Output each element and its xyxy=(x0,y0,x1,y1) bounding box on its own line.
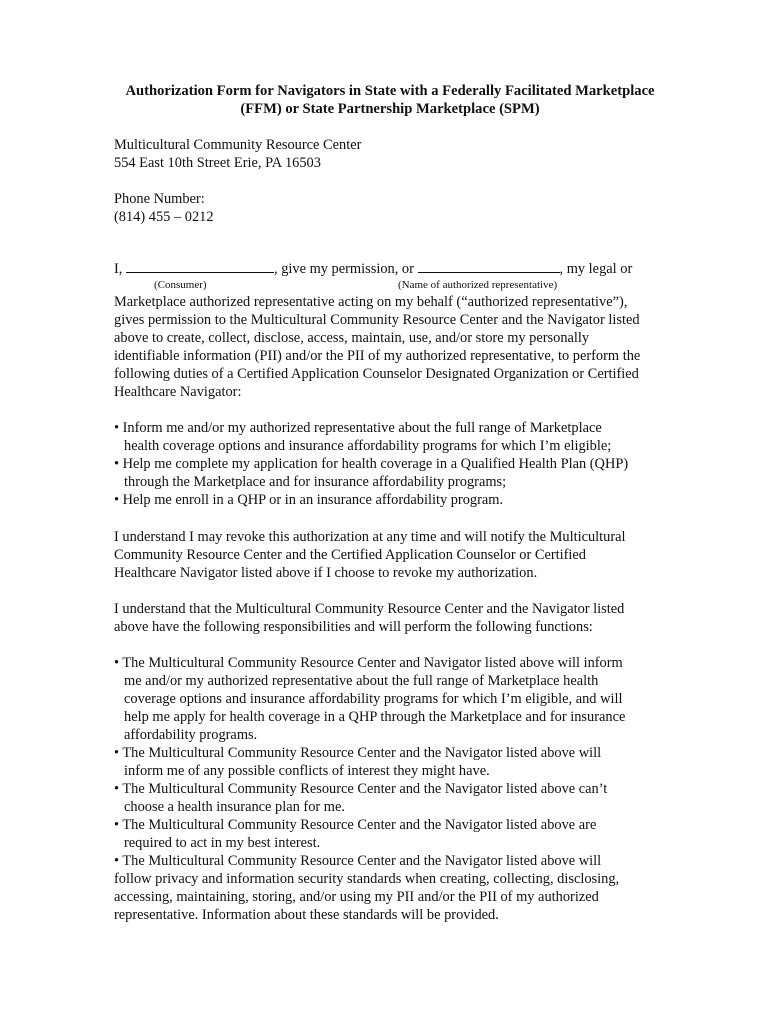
duty-item: • Help me enroll in a QHP or in an insurance affordability program. xyxy=(114,492,504,508)
duty-item: • Help me complete my application for health coverage in a Qualified Health Plan (QHP) xyxy=(114,456,629,472)
responsibility-item-continued: help me apply for health coverage in a QHP through the Marketplace and for insurance xyxy=(124,709,626,725)
duty-item: • Inform me and/or my authorized representative about the full range of Marketplace xyxy=(114,420,602,436)
responsibilities-intro-line: above have the following responsibilities and will perform the following functions: xyxy=(114,619,593,635)
responsibility-item: • The Multicultural Community Resource Center and the Navigator listed above can’t xyxy=(114,781,608,797)
responsibility-item: • The Multicultural Community Resource Center and the Navigator listed above will xyxy=(114,745,602,761)
form-title-line-2: (FFM) or State Partnership Marketplace (SPM) xyxy=(240,101,540,117)
revocation-text-line: Healthcare Navigator listed above if I choose to revoke my authorization. xyxy=(114,565,538,581)
responsibility-item-continued: required to act in my best interest. xyxy=(124,835,321,851)
phone-label: Phone Number: xyxy=(114,191,205,207)
revocation-paragraph xyxy=(114,528,674,582)
organization-name: Multicultural Community Resource Center xyxy=(114,137,362,153)
responsibility-item-continued: inform me of any possible conflicts of interest they might have. xyxy=(124,763,490,779)
responsibility-item-continued: me and/or my authorized representative about the full range of Marketplace health xyxy=(124,673,599,689)
consumer-name-field[interactable] xyxy=(126,260,274,273)
revocation-text-line: Community Resource Center and the Certified Application Counselor or Certified xyxy=(114,547,586,563)
permission-prefix: I, xyxy=(114,261,126,277)
representative-caption: (Name of authorized representative) xyxy=(398,279,558,291)
duty-item-continued: through the Marketplace and for insurance affordability programs; xyxy=(124,474,507,490)
responsibility-item-continued: accessing, maintaining, storing, and/or using my PII and/or the PII of my authorized xyxy=(114,889,599,905)
revocation-text-line: I understand I may revoke this authorization at any time and will notify the Multicultural xyxy=(114,529,626,545)
responsibility-item-continued: coverage options and insurance affordability programs for which I’m eligible, and will xyxy=(124,691,623,707)
permission-text-line: Healthcare Navigator: xyxy=(114,384,242,400)
responsibilities-intro-line: I understand that the Multicultural Community Resource Center and the Navigator listed xyxy=(114,601,625,617)
permission-text-line: Marketplace authorized representative acting on my behalf (“authorized representative”), xyxy=(114,294,628,310)
organization-address: 554 East 10th Street Erie, PA 16503 xyxy=(114,155,321,171)
permission-middle: , give my permission, or xyxy=(274,261,418,277)
phone-info xyxy=(114,190,674,226)
responsibility-item-continued: representative. Information about these standards will be provided. xyxy=(114,907,499,923)
permission-text-line: identifiable information (PII) and/or the PII of my authorized representative, to perform the xyxy=(114,348,641,364)
responsibility-item-continued: choose a health insurance plan for me. xyxy=(124,799,345,815)
consumer-caption: (Consumer) xyxy=(154,279,207,291)
responsibility-item-continued: follow privacy and information security standards when creating, collecting, disclosing, xyxy=(114,871,620,887)
responsibilities-list xyxy=(114,654,674,924)
responsibilities-intro xyxy=(114,600,674,636)
permission-statement-line xyxy=(114,260,674,278)
permission-suffix: , my legal or xyxy=(559,261,633,277)
duties-list xyxy=(114,419,674,509)
organization-info xyxy=(114,136,674,172)
duty-item-continued: health coverage options and insurance affordability programs for which I’m eligible; xyxy=(124,438,612,454)
responsibility-item: • The Multicultural Community Resource Center and the Navigator listed above will xyxy=(114,853,602,869)
form-title-line-1: Authorization Form for Navigators in State with a Federally Facilitated Marketplace xyxy=(125,83,655,99)
responsibility-item: • The Multicultural Community Resource Center and Navigator listed above will inform xyxy=(114,655,623,671)
form-title xyxy=(100,82,680,118)
phone-number: (814) 455 – 0212 xyxy=(114,209,214,225)
permission-text-line: above to create, collect, disclose, access, maintain, use, and/or store my personally xyxy=(114,330,590,346)
responsibility-item: • The Multicultural Community Resource Center and the Navigator listed above are xyxy=(114,817,597,833)
permission-text-line: following duties of a Certified Application Counselor Designated Organization or Certified xyxy=(114,366,639,382)
permission-body xyxy=(114,293,674,401)
permission-text-line: gives permission to the Multicultural Community Resource Center and the Navigator listed xyxy=(114,312,640,328)
representative-name-field[interactable] xyxy=(418,260,560,273)
responsibility-item-continued: affordability programs. xyxy=(124,727,258,743)
